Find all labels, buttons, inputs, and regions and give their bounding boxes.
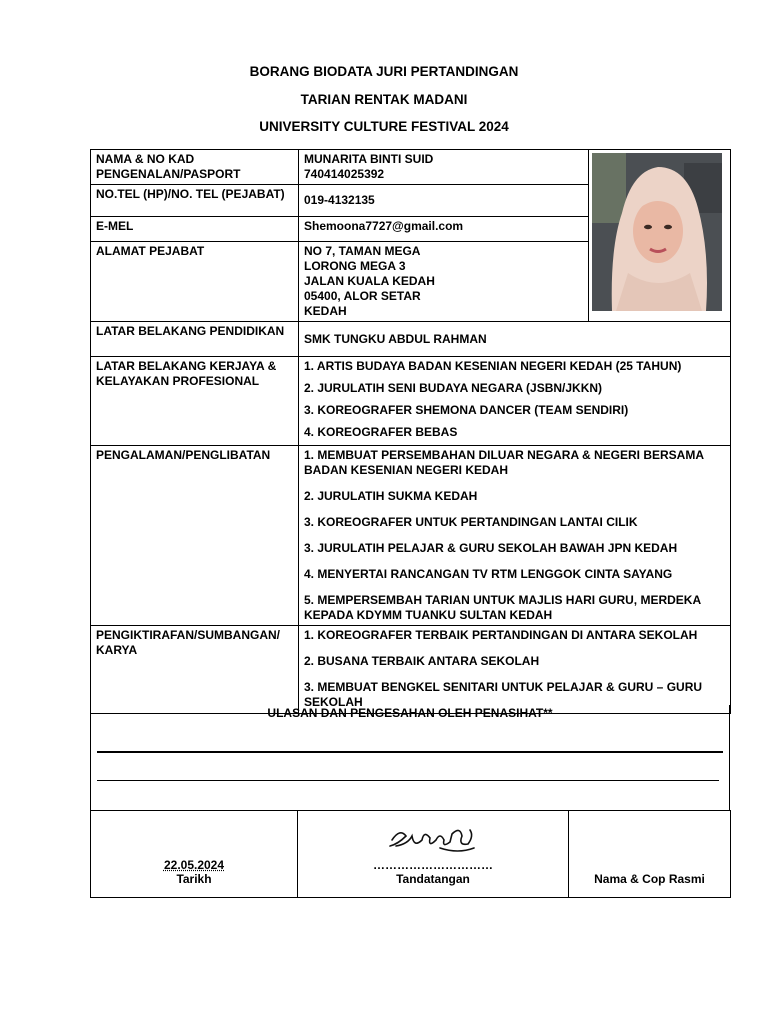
pendidikan-value: SMK TUNGKU ABDUL RAHMAN (299, 322, 731, 357)
list-item: 1. ARTIS BUDAYA BADAN KESENIAN NEGERI KEDAH (25 TAHUN) (304, 359, 682, 373)
tel-label: NO.TEL (HP)/NO. TEL (PEJABAT) (91, 185, 299, 217)
list-item: 1. MEMBUAT PERSEMBAHAN DILUAR NEGARA & NEGERI BERSAMA BADAN KESENIAN NEGERI KEDAH (304, 448, 704, 477)
ulasan-title: ULASAN DAN PENGESAHAN OLEH PENASIHAT** (267, 706, 553, 720)
list-item: 3. KOREOGRAFER SHEMONA DANCER (TEAM SENDIRI) (304, 403, 629, 417)
email-value: Shemoona7727@gmail.com (299, 217, 589, 242)
list-item: 4. KOREOGRAFER BEBAS (304, 425, 458, 439)
list-item: 5. MEMPERSEMBAH TARIAN UNTUK MAJLIS HARI GURU, MERDEKA KEPADA KDYMM TUANKU SULTAN KEDAH (304, 593, 701, 622)
cop-label: Nama & Cop Rasmi (594, 872, 705, 886)
nama-label: NAMA & NO KAD PENGENALAN/PASPORT (91, 150, 299, 185)
event-title: TARIAN RENTAK MADANI (300, 92, 468, 107)
pengiktirafan-list (299, 626, 731, 714)
ulasan-section (90, 705, 730, 810)
signature-label: Tandatangan (396, 872, 470, 886)
date-cell (91, 811, 298, 898)
list-item: 3. KOREOGRAFER UNTUK PERTANDINGAN LANTAI CILIK (304, 515, 638, 529)
pendidikan-label: LATAR BELAKANG PENDIDIKAN (91, 322, 299, 357)
pengalaman-label: PENGALAMAN/PENGLIBATAN (91, 446, 299, 626)
nama-value: MUNARITA BINTI SUID (304, 152, 434, 166)
nama-cell (299, 150, 589, 185)
email-label: E-MEL (91, 217, 299, 242)
list-item: 2. BUSANA TERBAIK ANTARA SEKOLAH (304, 654, 540, 668)
alamat-cell (299, 242, 589, 322)
list-item: 2. JURULATIH SENI BUDAYA NEGARA (JSBN/JKKN) (304, 381, 603, 395)
photo-cell (589, 150, 731, 322)
form-title: BORANG BIODATA JURI PERTANDINGAN (249, 64, 519, 79)
handwritten-signature (378, 818, 488, 858)
festival-title: UNIVERSITY CULTURE FESTIVAL 2024 (259, 119, 509, 134)
cop-cell (569, 811, 731, 898)
row-pendidikan (91, 322, 731, 357)
row-nama (91, 150, 731, 185)
alamat-line: 05400, ALOR SETAR (304, 289, 421, 303)
alamat-line: NO 7, TAMAN MEGA (304, 244, 421, 258)
list-item: 1. KOREOGRAFER TERBAIK PERTANDINGAN DI ANTARA SEKOLAH (304, 628, 698, 642)
list-item: 3. MEMBUAT BENGKEL SENITARI UNTUK PELAJAR & GURU – GURU SEKOLAH (304, 680, 703, 709)
signature-table (90, 810, 731, 898)
comment-line (97, 780, 719, 781)
alamat-line: LORONG MEGA 3 (304, 259, 406, 273)
row-pengalaman (91, 446, 731, 626)
row-kerjaya (91, 357, 731, 446)
signature-dots: ………………………… (373, 858, 493, 872)
alamat-label: ALAMAT PEJABAT (91, 242, 299, 322)
profile-photo (592, 153, 722, 311)
kerjaya-list (299, 357, 731, 446)
date-label: Tarikh (176, 872, 212, 886)
ic-value: 740414025392 (304, 167, 385, 181)
alamat-line: KEDAH (304, 304, 347, 318)
pengalaman-list (299, 446, 731, 626)
comment-line (97, 751, 723, 753)
list-item: 4. MENYERTAI RANCANGAN TV RTM LENGGOK CINTA SAYANG (304, 567, 673, 581)
list-item: 2. JURULATIH SUKMA KEDAH (304, 489, 478, 503)
kerjaya-label: LATAR BELAKANG KERJAYA & KELAYAKAN PROFESIONAL (91, 357, 299, 446)
row-pengiktirafan (91, 626, 731, 714)
alamat-line: JALAN KUALA KEDAH (304, 274, 435, 288)
tel-value: 019-4132135 (299, 185, 589, 217)
portrait-image (592, 153, 722, 311)
date-value: 22.05.2024 (163, 858, 225, 872)
sign-cell (298, 811, 569, 898)
pengiktirafan-label: PENGIKTIRAFAN/SUMBANGAN/ KARYA (91, 626, 299, 714)
list-item: 3. JURULATIH PELAJAR & GURU SEKOLAH BAWAH JPN KEDAH (304, 541, 678, 555)
biodata-table (90, 149, 731, 714)
